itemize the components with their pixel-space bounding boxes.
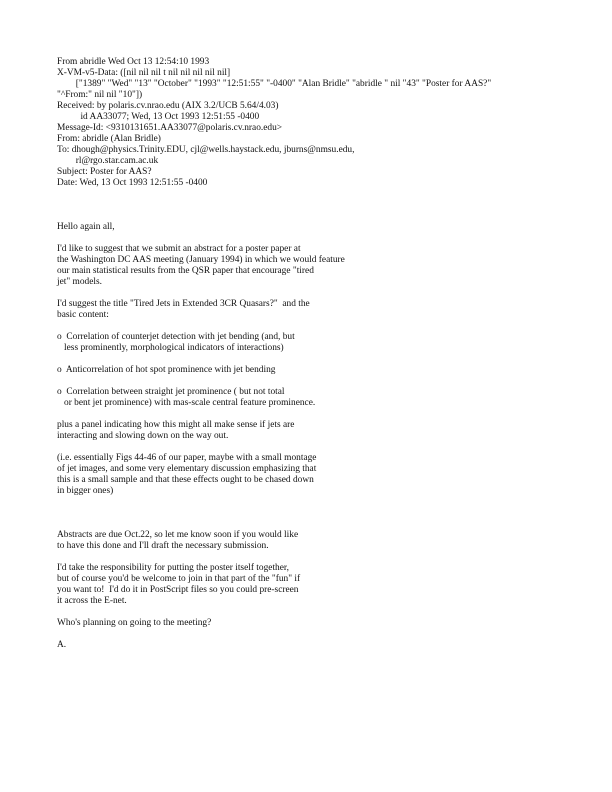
date-line: Date: Wed, 13 Oct 1993 12:51:55 -0400 bbox=[57, 178, 208, 188]
bullet-line: o Correlation between straight jet prominence ( but not total bbox=[57, 387, 285, 397]
subject-line: Subject: Poster for AAS? bbox=[57, 167, 152, 177]
paragraph bbox=[57, 563, 577, 607]
paragraph-line: of jet images, and some very elementary discussion emphasizing that bbox=[57, 464, 317, 474]
paragraph-line: this is a small sample and that these effects ought to be chased down bbox=[57, 475, 314, 485]
bullet-line: o Anticorrelation of hot spot prominence with jet bending bbox=[57, 365, 276, 375]
bullet-line: or bent jet prominence) with mas-scale central feature prominence. bbox=[57, 398, 316, 408]
paragraph-line: I'd like to suggest that we submit an abstract for a poster paper at bbox=[57, 244, 301, 254]
to-line: rl@rgo.star.cam.ac.uk bbox=[57, 156, 159, 166]
paragraph-line: Abstracts are due Oct.22, so let me know soon if you would like bbox=[57, 530, 299, 540]
to-line: To: dhough@physics.Trinity.EDU, cjl@wells.haystack.edu, jburns@nmsu.edu, bbox=[57, 145, 355, 155]
bullet-item bbox=[57, 365, 577, 376]
paragraph-line: jet" models. bbox=[57, 277, 102, 287]
message-id-line: Message-Id: <9310131651.AA33077@polaris.cv.nrao.edu> bbox=[57, 123, 283, 133]
paragraph-line: I'd suggest the title "Tired Jets in Extended 3CR Quasars?" and the bbox=[57, 299, 310, 309]
paragraph-line: plus a panel indicating how this might all make sense if jets are bbox=[57, 420, 295, 430]
paragraph bbox=[57, 530, 577, 552]
from-line: From abridle Wed Oct 13 12:54:10 1993 bbox=[57, 57, 210, 67]
greeting: Hello again all, bbox=[57, 222, 115, 232]
received-line: id AA33077; Wed, 13 Oct 1993 12:51:55 -0400 bbox=[57, 112, 260, 122]
paragraph-line: our main statistical results from the QSR paper that encourage "tired bbox=[57, 266, 314, 276]
paragraph-line: basic content: bbox=[57, 310, 109, 320]
paragraph bbox=[57, 420, 577, 442]
bullet-item bbox=[57, 332, 577, 354]
paragraph-line: it across the E-net. bbox=[57, 596, 127, 606]
bullet-line: o Correlation of counterjet detection with jet bending (and, but bbox=[57, 332, 295, 342]
bullet-line: less prominently, morphological indicators of interactions) bbox=[57, 343, 284, 353]
paragraph-line: but of course you'd be welcome to join in that part of the "fun" if bbox=[57, 574, 301, 584]
signature: A. bbox=[57, 640, 67, 650]
vm-data-line: ["1389" "Wed" "13" "October" "1993" "12:51:55" "-0400" "Alan Bridle" "abridle " nil "43" "Poster for AAS?" bbox=[57, 79, 492, 89]
bullet-item bbox=[57, 387, 577, 409]
vm-data-line: "^From:" nil nil "10"]) bbox=[57, 90, 143, 100]
from-name-line: From: abridle (Alan Bridle) bbox=[57, 134, 161, 144]
paragraph-line: the Washington DC AAS meeting (January 1994) in which we would feature bbox=[57, 255, 345, 265]
paragraph-line: I'd take the responsibility for putting the poster itself together, bbox=[57, 563, 289, 573]
email-header bbox=[57, 57, 577, 189]
paragraph-line: (i.e. essentially Figs 44-46 of our paper, maybe with a small montage bbox=[57, 453, 317, 463]
email-document bbox=[57, 57, 577, 651]
paragraph-line: interacting and slowing down on the way out. bbox=[57, 431, 229, 441]
paragraph bbox=[57, 299, 577, 321]
vm-data-line: X-VM-v5-Data: ([nil nil nil t nil nil nil nil nil] bbox=[57, 68, 231, 78]
paragraph-line: you want to! I'd do it in PostScript files so you could pre-screen bbox=[57, 585, 299, 595]
paragraph bbox=[57, 453, 577, 497]
paragraph-line: in bigger ones) bbox=[57, 486, 114, 496]
paragraph bbox=[57, 244, 577, 288]
email-body bbox=[57, 222, 577, 651]
closing-question: Who's planning on going to the meeting? bbox=[57, 618, 212, 628]
paragraph-line: to have this done and I'll draft the necessary submission. bbox=[57, 541, 269, 551]
received-line: Received: by polaris.cv.nrao.edu (AIX 3.2/UCB 5.64/4.03) bbox=[57, 101, 279, 111]
